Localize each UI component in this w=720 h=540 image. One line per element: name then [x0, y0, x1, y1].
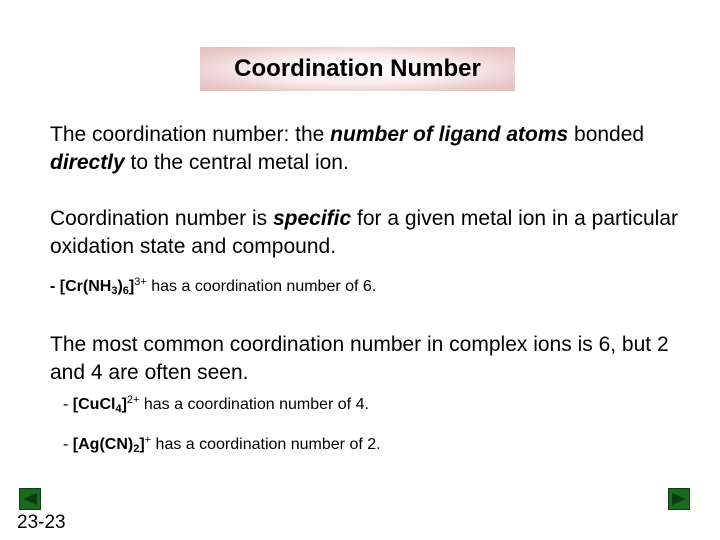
text-run: [Cr(NH — [59, 278, 112, 295]
paragraph-specific — [50, 205, 680, 261]
subscript: 6 — [122, 285, 129, 297]
text-run: has a coordination number of 4. — [139, 396, 369, 413]
text-run: [CuCl — [72, 396, 116, 413]
slide-number: 23-23 — [17, 512, 66, 533]
formula — [73, 396, 127, 413]
triangle-left-icon — [22, 492, 38, 506]
text-run: ] — [121, 396, 127, 413]
text-run: - — [63, 396, 73, 413]
text-run: - — [50, 278, 60, 295]
text-run: ) — [117, 278, 123, 295]
emphasis-text: number of ligand atoms — [330, 123, 569, 146]
text-run: ] — [128, 278, 135, 295]
title-banner — [200, 47, 515, 91]
formula — [60, 278, 134, 295]
slide-title: Coordination Number — [234, 55, 481, 82]
emphasis-text: directly — [50, 151, 125, 174]
paragraph-common: The most common coordination number in complex ions is 6, but 2 and 4 are often seen. — [50, 333, 669, 384]
example-silver — [63, 436, 381, 454]
example-copper — [63, 396, 369, 414]
text-run: to the central metal ion. — [124, 151, 349, 174]
text-run: [Ag(CN) — [72, 436, 134, 453]
text-run: Coordination number is — [50, 207, 273, 230]
text-run: - — [63, 436, 73, 453]
triangle-right-icon — [671, 492, 687, 506]
text-run: The coordination number: the — [50, 123, 331, 146]
text-run: for a given metal ion in a particular oxidation state and compound. — [50, 207, 679, 258]
charge-superscript: 2+ — [126, 394, 140, 406]
subscript: 4 — [115, 403, 122, 415]
emphasis-text: specific — [272, 207, 352, 230]
charge-superscript: 3+ — [134, 276, 147, 288]
paragraph-definition — [50, 121, 690, 177]
next-slide-button[interactable] — [668, 488, 690, 510]
formula — [73, 436, 145, 453]
subscript: 3 — [111, 285, 118, 297]
previous-slide-button[interactable] — [19, 488, 41, 510]
example-chromium — [50, 278, 376, 296]
charge-superscript: + — [144, 434, 152, 446]
text-run: has a coordination number of 6. — [146, 278, 377, 295]
subscript: 2 — [133, 443, 140, 455]
text-run: has a coordination number of 2. — [151, 436, 381, 453]
text-run: bonded — [568, 123, 645, 146]
text-run: ] — [139, 436, 145, 453]
